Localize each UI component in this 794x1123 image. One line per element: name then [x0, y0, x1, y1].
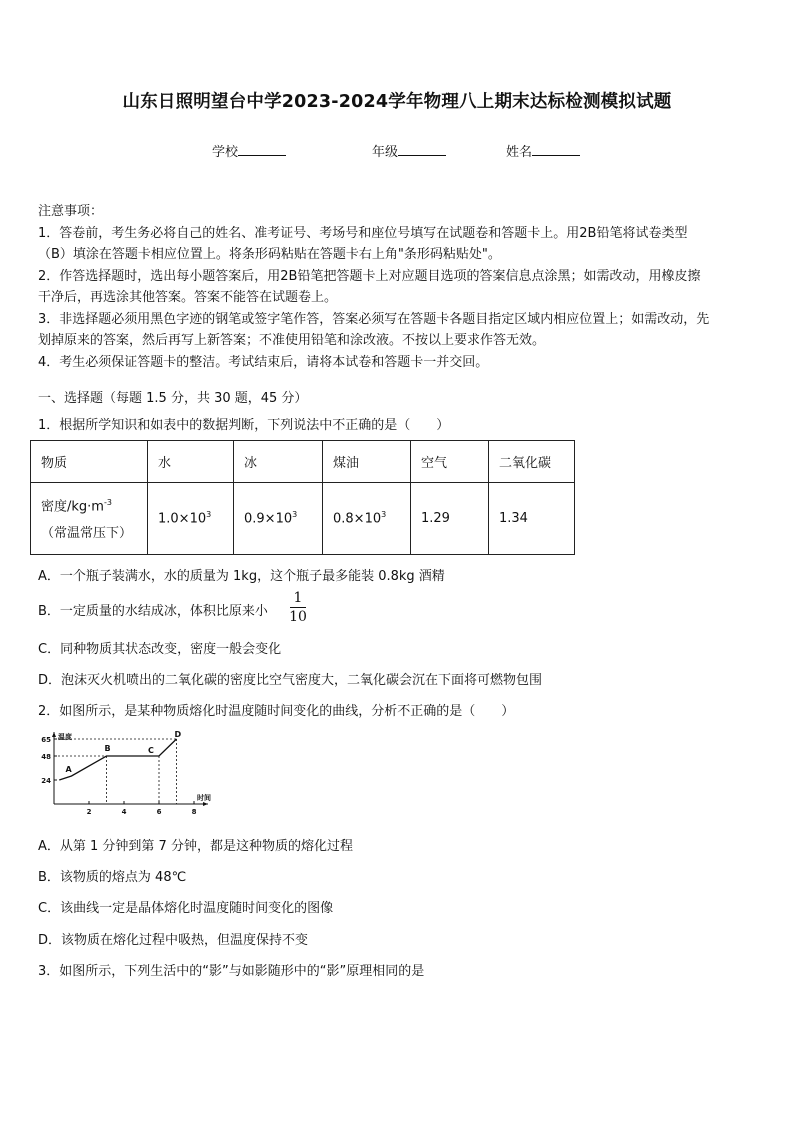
q1-option-d: D．泡沫灭火机喷出的二氧化碳的密度比空气密度大，二氧化碳会沉在下面将可燃物包围	[38, 673, 543, 688]
notes-line: 划掉原来的答案，然后再写上新答案；不准使用铅笔和涂改液。不按以上要求作答无效。	[38, 333, 546, 348]
point-label-d: D	[174, 730, 182, 739]
notes-line: 干净后，再选涂其他答案。答案不能答在试题卷上。	[38, 290, 338, 305]
table-header: 空气	[411, 441, 489, 483]
name-label: 姓名	[506, 145, 533, 160]
point-label-a: A	[65, 765, 72, 774]
row-label-condition: （常温常压下）	[41, 525, 133, 541]
x-tick-label: 2	[86, 808, 92, 816]
table-header: 二氧化碳	[489, 441, 575, 483]
notes-section	[38, 201, 758, 373]
name-field	[506, 141, 580, 160]
table-header: 物质	[31, 441, 148, 483]
row-label	[31, 483, 148, 555]
x-axis-label: 时间	[197, 794, 211, 802]
melting-curve-chart	[34, 730, 214, 822]
q1-stem: 1．根据所学知识和如表中的数据判断，下列说法中不正确的是（ ）	[38, 418, 450, 433]
point-label-b: B	[104, 744, 111, 753]
school-label: 学校	[212, 145, 239, 160]
page-title: 山东日照明望台中学2023-2024学年物理八上期末达标检测模拟试题	[122, 92, 672, 112]
table-cell: $0.8\times 10^3$	[323, 483, 411, 555]
q2-option-d: D．该物质在熔化过程中吸热，但温度保持不变	[38, 933, 309, 948]
notes-line: 3．非选择题必须用黑色字迹的钢笔或签字笔作答，答案必须写在答题卡各题目指定区域内相应位置上；如需改动，先	[38, 311, 710, 327]
q1-option-b: B．一定质量的水结成冰，体积比原来小	[38, 604, 268, 619]
q1-option-a: A．一个瓶子装满水，水的质量为 1kg，这个瓶子最多能装 0.8kg 酒精	[38, 569, 445, 584]
point-label-c: C	[148, 746, 154, 755]
grade-label: 年级	[372, 145, 399, 160]
table-header: 冰	[234, 441, 323, 483]
fraction-bar	[290, 607, 306, 608]
notes-heading: 注意事项：	[38, 204, 104, 219]
row-label-exponent: -3	[103, 498, 112, 508]
q1-option-c: C．同种物质其状态改变，密度一般会变化	[38, 642, 282, 657]
q2-option-c: C．该曲线一定是晶体熔化时温度随时间变化的图像	[38, 901, 334, 916]
density-table	[30, 440, 575, 555]
y-axis-label: 温度	[58, 733, 72, 741]
notes-line: 4．考生必须保证答题卡的整洁。考试结束后，请将本试卷和答题卡一并交回。	[38, 354, 489, 370]
y-tick-label: 65	[41, 736, 51, 744]
q3-stem: 3．如图所示，下列生活中的“影”与如影随形中的“影”原理相同的是	[38, 964, 425, 979]
school-blank[interactable]	[238, 143, 286, 156]
table-cell: $0.9\times 10^3$	[234, 483, 323, 555]
chart-layer	[41, 730, 211, 816]
table-row	[31, 483, 575, 555]
table-cell: 1.34	[489, 483, 575, 555]
fraction-numerator: 1	[293, 590, 303, 606]
notes-line: 1．答卷前，考生务必将自己的姓名、准考证号、考场号和座位号填写在试题卷和答题卡上。用2B铅笔将试卷类型	[38, 225, 688, 241]
x-tick-label: 6	[156, 808, 162, 816]
x-tick-label: 8	[191, 808, 197, 816]
fraction	[286, 590, 310, 625]
grade-blank[interactable]	[398, 143, 446, 156]
grade-field	[372, 141, 446, 160]
y-tick-label: 24	[41, 777, 51, 785]
q2-option-a: A．从第 1 分钟到第 7 分钟，都是这种物质的熔化过程	[38, 839, 353, 854]
x-axis-arrow	[203, 802, 208, 806]
y-axis-arrow	[52, 732, 56, 737]
table-cell: $1.0\times 10^3$	[148, 483, 234, 555]
q2-stem: 2．如图所示，是某种物质熔化时温度随时间变化的曲线，分析不正确的是（ ）	[38, 704, 515, 719]
table-header-row	[31, 441, 575, 483]
fraction-denominator: 10	[289, 609, 307, 625]
table-cell: 1.29	[411, 483, 489, 555]
x-tick-label: 4	[121, 808, 127, 816]
q2-option-b: B．该物质的熔点为 48℃	[38, 870, 187, 885]
y-tick-label: 48	[41, 753, 51, 761]
school-field	[212, 141, 286, 160]
notes-line: （B）填涂在答题卡相应位置上。将条形码粘贴在答题卡右上角"条形码粘贴处"。	[38, 247, 501, 262]
section-heading: 一、选择题（每题 1.5 分，共 30 题，45 分）	[38, 391, 308, 406]
table-header: 煤油	[323, 441, 411, 483]
table-header: 水	[148, 441, 234, 483]
row-label-unit: 密度/kg·m	[41, 499, 104, 515]
name-blank[interactable]	[532, 143, 580, 156]
notes-line: 2．作答选择题时，选出每小题答案后，用2B铅笔把答题卡上对应题目选项的答案信息点涂黑；如需改动，用橡皮擦	[38, 268, 701, 284]
